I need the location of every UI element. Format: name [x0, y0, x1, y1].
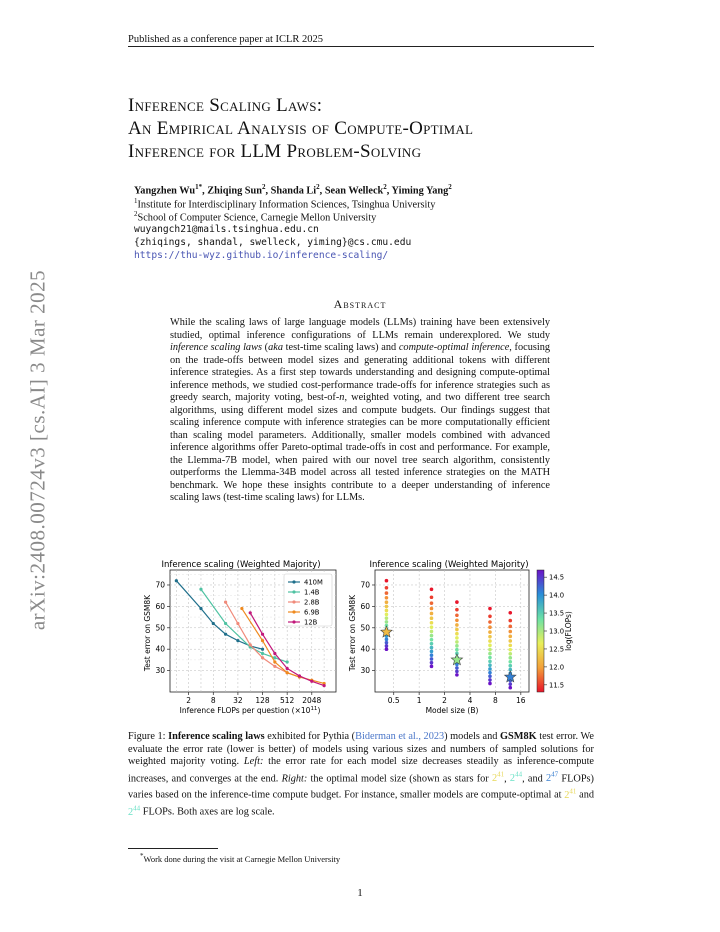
- x-tick-label: 8: [493, 696, 498, 705]
- data-point: [488, 630, 492, 634]
- data-point: [286, 660, 289, 663]
- legend-marker: [292, 590, 295, 593]
- data-point: [236, 639, 239, 642]
- flops-2-41: $2^{41}$: [491, 770, 505, 784]
- data-point: [488, 682, 492, 686]
- data-point: [488, 675, 492, 679]
- data-point: [261, 652, 264, 655]
- x-tick-label: 0.5: [387, 696, 400, 705]
- data-point: [488, 635, 492, 639]
- data-point: [199, 607, 202, 610]
- caption-sep: , and: [522, 772, 546, 784]
- abstract-text: (: [261, 342, 269, 353]
- email-1: wuyangch21@mails.tsinghua.edu.cn: [134, 224, 319, 235]
- data-point: [212, 622, 215, 625]
- series-line: [201, 589, 287, 662]
- flops-2-47: $2^{47}$: [545, 770, 559, 784]
- email-2: {zhiqings, shandal, swelleck, yiming}@cs.cmu.edu: [134, 237, 412, 248]
- affiliation-1: $^1$Institute for Interdisciplinary Information Sciences, Tsinghua University: [134, 197, 436, 211]
- colorbar-tick-label: 12.5: [549, 645, 565, 654]
- colorbar-tick-label: 14.0: [549, 591, 565, 600]
- caption-text: FLOPs) varies based on the inference-time compute budget. For instance, smaller models are compute-optimal at: [128, 772, 594, 801]
- caption-sep: ,: [504, 772, 510, 784]
- x-tick-label: 512: [280, 696, 295, 705]
- left-chart: [140, 556, 340, 718]
- y-tick-label: 50: [155, 623, 165, 633]
- data-point: [385, 644, 389, 648]
- y-tick-label: 60: [155, 601, 165, 611]
- caption-text: test error. We evaluate the error rate (lower is better) of models using various sizes and numbers of sampled solutions for weighted majority voting.: [128, 731, 595, 767]
- abstract-italic: n: [339, 392, 345, 403]
- data-point: [385, 600, 389, 604]
- data-point: [455, 644, 459, 648]
- data-point: [488, 652, 492, 656]
- author-mark: 2: [383, 183, 387, 191]
- data-point: [286, 667, 289, 670]
- data-point: [430, 634, 434, 638]
- caption-text: scale.: [248, 806, 275, 818]
- caption-label: Figure 1:: [128, 731, 169, 742]
- y-tick-label: 30: [155, 666, 165, 676]
- abstract-italic: aka: [268, 342, 283, 353]
- data-point: [385, 647, 389, 651]
- data-point: [385, 620, 389, 624]
- data-point: [224, 633, 227, 636]
- abstract-italic: inference scaling laws: [170, 342, 262, 353]
- data-point: [508, 656, 512, 660]
- data-point: [508, 648, 512, 652]
- left-legend: [284, 574, 332, 627]
- data-point: [488, 648, 492, 652]
- data-point: [508, 686, 512, 690]
- header-rule: [128, 46, 594, 47]
- title-line-3: Inference for LLM Problem-Solving: [128, 141, 422, 162]
- legend-marker: [292, 610, 295, 613]
- paper-title: [128, 94, 598, 163]
- abstract-text: , weighted voting, and two different tree search algorithms, using different model sizes and compute budgets. Our findings suggest that scaling inference compute with inference strategies can be more computationally efficient than scaling model parameters. Additionally, smaller models combined with advanced inference algorithms offer Pareto-optimal trade-offs in cost and performance. For example, the Llemma-7B model, when paired with our novel tree search algorithm, consistently outperforms the Llemma-34B model across all tested inference strategies on the MATH benchmark. We hope these insights contribute to a deeper understanding of inference scaling laws (test-time scaling laws) for LLMs.: [170, 392, 551, 503]
- author-name: Zhiqing Sun: [207, 185, 262, 197]
- data-point: [455, 618, 459, 622]
- data-point: [430, 630, 434, 634]
- data-point: [273, 652, 276, 655]
- colorbar-tick-label: 11.5: [549, 681, 565, 690]
- x-tick-label: 128: [255, 696, 270, 705]
- caption-text: exhibited for Pythia (: [264, 731, 356, 742]
- caption-left: Left:: [243, 756, 264, 767]
- project-url-link[interactable]: https://thu-wyz.github.io/inference-scaling/: [134, 250, 389, 261]
- legend-label: 2.8B: [304, 598, 320, 607]
- data-point: [261, 633, 264, 636]
- author-name: Yangzhen Wu: [134, 185, 196, 197]
- legend-marker: [292, 580, 295, 583]
- abstract-text: , focusing on the trade-offs between model sizes and generating additional tokens with different inference strategies. As a first step towards understanding and designing compute-optimal inference methods, we studied cost-performance trade-offs for inference strategies such as greedy search, majority voting, best-of-: [170, 342, 551, 403]
- data-point: [430, 657, 434, 661]
- data-point: [488, 660, 492, 664]
- legend-label: 12B: [304, 618, 318, 627]
- caption-text: ) models and: [444, 731, 500, 742]
- data-point: [430, 653, 434, 657]
- data-point: [508, 619, 512, 623]
- right-chart-title: Inference scaling (Weighted Majority): [369, 560, 529, 570]
- citation-link[interactable]: Biderman et al., 2023: [355, 731, 445, 742]
- data-point: [508, 639, 512, 643]
- data-point: [455, 600, 459, 604]
- legend-label: 6.9B: [304, 608, 320, 617]
- right-y-axis-label: Test error on GSM8K: [348, 594, 357, 672]
- colorbar: [537, 570, 544, 692]
- data-point: [455, 666, 459, 670]
- left-chart-title: Inference scaling (Weighted Majority): [161, 560, 321, 570]
- data-point: [455, 640, 459, 644]
- data-point: [430, 601, 434, 605]
- author-list: Yangzhen $Wu^{1*}$, Zhiqing Sun$^2$, Shanda Li$^2$, Sean Welleck$^2$, Yiming Yang$^2$: [134, 183, 452, 197]
- footnote-text: Work done during the visit at Carnegie Mellon University: [143, 853, 341, 864]
- caption-bold-1: Inference scaling laws: [168, 731, 265, 742]
- abstract-text: While the scaling laws of large language models (LLMs) training have been extensively studied, optimal inference configurations of LLMs remain underexplored. We study: [170, 317, 550, 341]
- data-point: [430, 587, 434, 591]
- data-point: [385, 638, 389, 642]
- data-point: [488, 625, 492, 629]
- data-point: [310, 680, 313, 683]
- y-tick-label: 30: [360, 666, 370, 676]
- data-point: [240, 607, 243, 610]
- right-grid: [375, 570, 529, 692]
- data-point: [488, 639, 492, 643]
- data-point: [488, 656, 492, 660]
- data-point: [249, 643, 252, 646]
- colorbar-tick-label: 14.5: [549, 573, 565, 582]
- data-point: [430, 612, 434, 616]
- caption-right: Right:: [281, 772, 308, 784]
- affiliation-2: $^2$School of Computer Science, Carnegie Mellon University: [134, 210, 377, 224]
- data-point: [430, 638, 434, 642]
- caption-sep: and: [576, 789, 594, 801]
- x-tick-label: 2: [186, 696, 192, 705]
- caption-text: FLOPs. Both axes are: [140, 806, 236, 818]
- data-point: [455, 670, 459, 674]
- data-point: [488, 614, 492, 618]
- author-mark: 1*: [195, 183, 203, 191]
- data-point: [430, 650, 434, 654]
- footnote-mark: *: [140, 852, 144, 860]
- data-point: [508, 630, 512, 634]
- author-name: Sean Welleck: [324, 185, 384, 197]
- data-point: [261, 656, 264, 659]
- model-column: [488, 607, 492, 686]
- data-point: [455, 632, 459, 636]
- abstract-italic: compute-optimal inference: [398, 342, 510, 353]
- title-line-1: Inference Scaling Laws:: [128, 95, 323, 116]
- colorbar-ticks: [544, 574, 564, 690]
- data-point: [508, 660, 512, 664]
- data-point: [385, 641, 389, 645]
- data-point: [508, 652, 512, 656]
- data-point: [385, 586, 389, 590]
- data-point: [455, 608, 459, 612]
- colorbar-tick-label: 13.5: [549, 609, 565, 618]
- author-name: Shanda Li: [270, 185, 317, 197]
- legend-label: 410M: [304, 578, 323, 587]
- running-header: Published as a conference paper at ICLR 2025: [128, 34, 324, 45]
- left-y-axis-label: Test error on GSM8K: [143, 594, 152, 672]
- data-point: [488, 663, 492, 667]
- data-point: [455, 673, 459, 677]
- legend-label: 1.4B: [304, 588, 320, 597]
- data-point: [488, 671, 492, 675]
- y-tick-label: 70: [155, 580, 165, 590]
- data-point: [224, 601, 227, 604]
- caption-text: the error rate for each model size decreases steadily as inference-compute increases, and converges at the end.: [128, 756, 595, 784]
- data-point: [385, 591, 389, 595]
- data-point: [508, 664, 512, 668]
- data-point: [385, 596, 389, 600]
- data-point: [273, 665, 276, 668]
- abstract-body: [170, 317, 550, 505]
- author-mark: 2: [448, 183, 452, 191]
- data-point: [273, 656, 276, 659]
- page-number: 1: [357, 887, 363, 899]
- x-tick-label: 32: [233, 696, 243, 705]
- data-point: [430, 661, 434, 665]
- data-point: [488, 644, 492, 648]
- y-tick-label: 40: [360, 644, 370, 654]
- data-point: [430, 616, 434, 620]
- data-point: [508, 611, 512, 615]
- data-point: [323, 684, 326, 687]
- author-name: Yiming Yang: [391, 185, 449, 197]
- data-point: [430, 607, 434, 611]
- right-x-axis-label: Model size (B): [425, 706, 479, 715]
- model-column: [455, 600, 459, 676]
- x-tick-label: 4: [467, 696, 473, 705]
- data-point: [224, 622, 227, 625]
- figure-caption: [128, 731, 594, 819]
- data-point: [273, 660, 276, 663]
- y-tick-label: 50: [360, 623, 370, 633]
- x-tick-label: 2048: [302, 696, 322, 705]
- right-plot-frame: [375, 570, 529, 692]
- data-point: [430, 642, 434, 646]
- colorbar-label: log(FLOPs): [564, 611, 573, 651]
- x-tick-label: 1: [416, 696, 422, 705]
- left-x-axis-label: Inference FLOPs per question $(\times 10^{11})$: [179, 706, 321, 715]
- right-chart: [345, 556, 575, 718]
- data-point: [385, 579, 389, 583]
- legend-marker: [292, 600, 295, 603]
- caption-bold-2: GSM8K: [499, 731, 537, 742]
- data-point: [261, 648, 264, 651]
- data-point: [430, 646, 434, 650]
- y-tick-label: 60: [360, 601, 370, 611]
- data-point: [508, 682, 512, 686]
- x-tick-label: 16: [516, 696, 526, 705]
- data-point: [455, 613, 459, 617]
- data-point: [385, 616, 389, 620]
- flops-2-41: $2^{41}$: [564, 787, 577, 801]
- data-point: [488, 620, 492, 624]
- model-column: [385, 579, 389, 651]
- footnote: [140, 852, 340, 864]
- flops-2-44: $2^{44}$: [128, 804, 141, 818]
- arxiv-id: arXiv:2408.00724v3 [cs.AI] 3 Mar 2025: [25, 269, 50, 631]
- x-tick-label: 2: [442, 696, 447, 705]
- data-point: [430, 595, 434, 599]
- data-point: [455, 636, 459, 640]
- data-point: [385, 605, 389, 609]
- data-point: [236, 622, 239, 625]
- data-point: [199, 588, 202, 591]
- author-mark: 2: [316, 183, 320, 191]
- abstract-heading: Abstract: [333, 297, 387, 311]
- data-point: [385, 609, 389, 613]
- data-point: [249, 611, 252, 614]
- flops-2-44: $2^{44}$: [509, 770, 523, 784]
- data-point: [430, 625, 434, 629]
- data-point: [175, 579, 178, 582]
- right-points: [385, 579, 512, 690]
- data-point: [508, 635, 512, 639]
- abstract-text: test-time scaling laws) and: [282, 342, 399, 353]
- affiliation-2-text: School of Computer Science, Carnegie Mellon University: [137, 212, 377, 224]
- model-column: [430, 587, 434, 668]
- title-line-2: An Empirical Analysis of Compute-Optimal: [128, 118, 474, 139]
- affiliation-1-text: Institute for Interdisciplinary Information Sciences, Tsinghua University: [137, 199, 436, 211]
- author-mark: 2: [261, 183, 266, 191]
- caption-log: log: [235, 806, 249, 818]
- data-point: [488, 607, 492, 611]
- y-tick-label: 70: [360, 580, 370, 590]
- data-point: [488, 667, 492, 671]
- colorbar-tick-label: 12.0: [549, 663, 565, 672]
- colorbar-tick-label: 13.0: [549, 627, 565, 636]
- data-point: [385, 613, 389, 617]
- data-point: [455, 623, 459, 627]
- data-point: [455, 648, 459, 652]
- right-stars: [381, 626, 516, 682]
- data-point: [508, 625, 512, 629]
- legend-marker: [292, 620, 295, 623]
- data-point: [298, 674, 301, 677]
- y-tick-label: 40: [155, 644, 165, 654]
- x-tick-label: 8: [210, 696, 216, 705]
- data-point: [455, 628, 459, 632]
- footnote-rule: [128, 848, 218, 849]
- data-point: [508, 644, 512, 648]
- data-point: [286, 671, 289, 674]
- data-point: [430, 621, 434, 625]
- data-point: [430, 665, 434, 669]
- caption-text: the optimal model size (shown as stars for: [307, 772, 492, 784]
- data-point: [488, 678, 492, 682]
- data-point: [261, 639, 264, 642]
